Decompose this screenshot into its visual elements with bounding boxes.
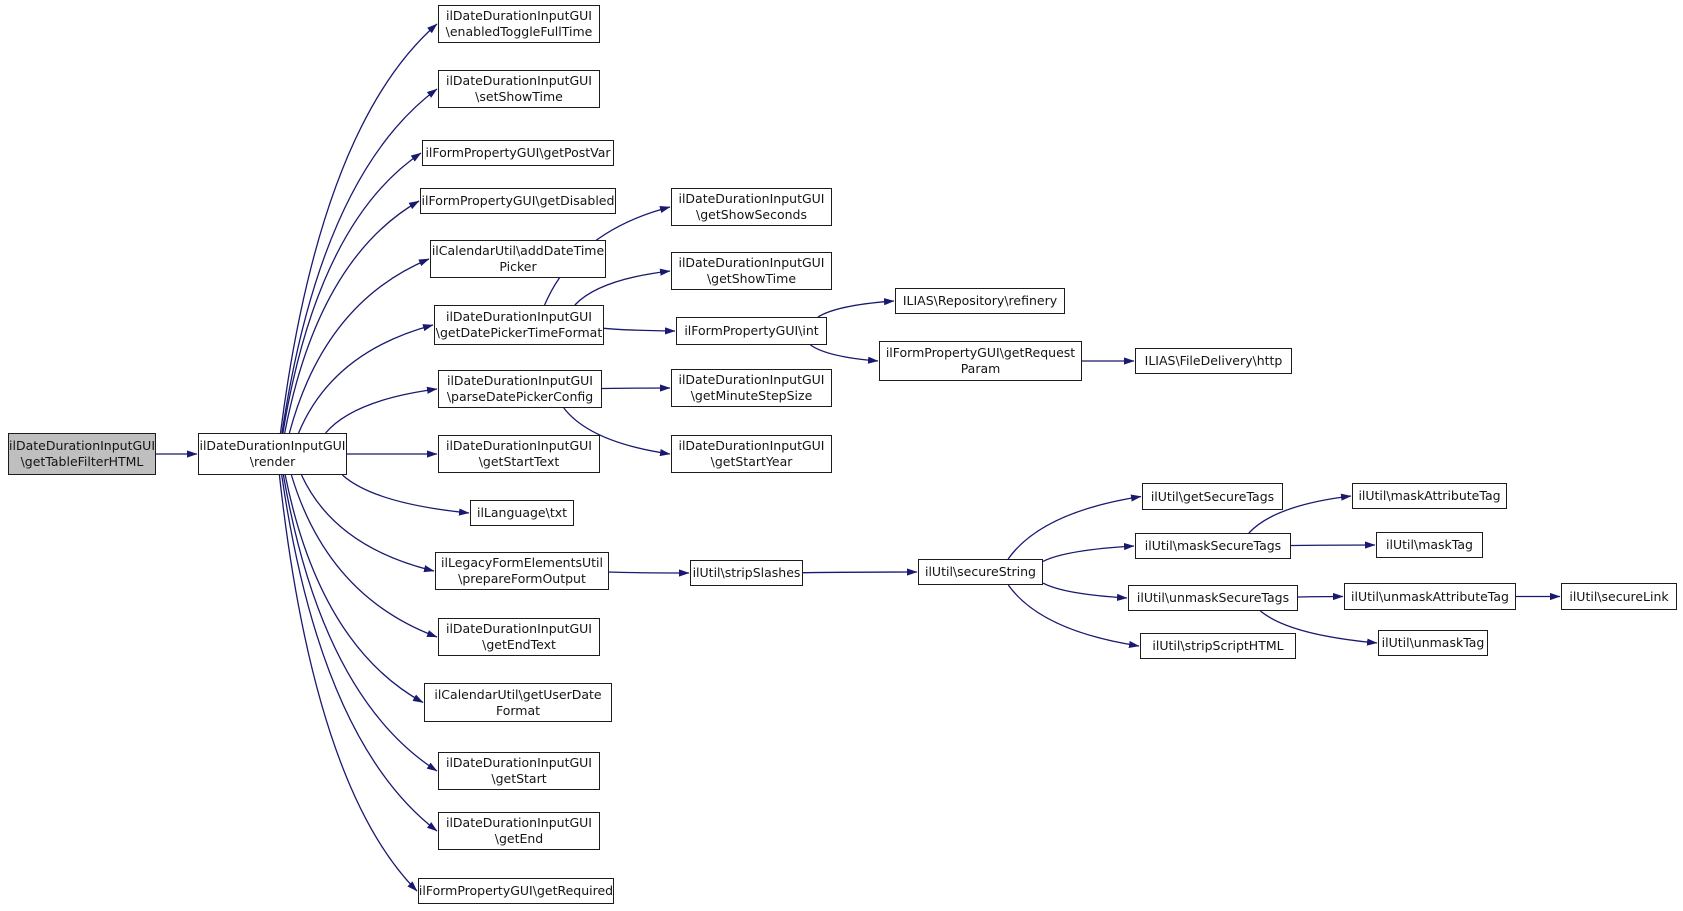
graph-node-stripScriptHTML[interactable] xyxy=(1140,633,1296,659)
graph-node-secureLink[interactable] xyxy=(1561,583,1677,610)
node-label-line: ilDateDurationInputGUI xyxy=(445,8,592,23)
graph-node-setShowTime[interactable] xyxy=(438,70,600,108)
node-label-line: \setShowTime xyxy=(475,89,563,104)
node-label-line: \getShowSeconds xyxy=(696,207,807,222)
graph-node-getStartText[interactable] xyxy=(438,435,600,473)
node-label-line: ilUtil\unmaskTag xyxy=(1381,635,1485,650)
node-label-line: ilDateDurationInputGUI xyxy=(445,73,592,88)
graph-node-unmaskTag[interactable] xyxy=(1378,630,1488,656)
graph-node-maskAttributeTag[interactable] xyxy=(1352,483,1507,509)
edge-render-to-txt xyxy=(342,475,469,513)
node-label-line: ilCalendarUtil\addDateTime xyxy=(431,243,605,258)
graph-node-getRequired[interactable] xyxy=(418,878,614,904)
node-label-line: ilDateDurationInputGUI xyxy=(9,438,156,453)
node-label-line: ilUtil\stripSlashes xyxy=(692,565,801,580)
node-label-line: ilFormPropertyGUI\getRequired xyxy=(418,883,614,898)
edge-secureString-to-maskSecureTags xyxy=(1043,546,1134,561)
edge-render-to-getEnd xyxy=(282,475,437,831)
node-label-line: \getEnd xyxy=(494,831,544,846)
node-label-line: ilDateDurationInputGUI xyxy=(199,438,346,453)
graph-node-getMinuteStepSize[interactable] xyxy=(671,369,832,407)
node-label-line: ilDateDurationInputGUI xyxy=(678,191,825,206)
node-label-line: \enabledToggleFullTime xyxy=(445,24,593,39)
node-label-line: \getStart xyxy=(491,771,547,786)
edge-render-to-getPostVar xyxy=(283,153,421,433)
node-label-line: \getStartText xyxy=(478,454,560,469)
edge-render-to-prepareFormOutput xyxy=(302,475,435,571)
graph-node-secureString[interactable] xyxy=(918,559,1043,585)
edge-render-to-getEndText xyxy=(291,475,437,637)
edge-secureString-to-unmaskSecureTags xyxy=(1043,583,1127,598)
node-label-line: ilFormPropertyGUI\getRequest xyxy=(885,345,1076,360)
graph-node-getEnd[interactable] xyxy=(438,812,600,850)
node-label-line: ILIAS\FileDelivery\http xyxy=(1144,353,1283,368)
node-label-line: ilLegacyFormElementsUtil xyxy=(441,555,603,570)
edge-int-to-refinery xyxy=(818,301,894,317)
node-label-line: ilDateDurationInputGUI xyxy=(678,438,825,453)
edge-render-to-getRequired xyxy=(279,475,417,891)
node-label-line: \parseDatePickerConfig xyxy=(446,389,594,404)
node-label-line: Picker xyxy=(499,259,537,274)
edge-secureString-to-stripScriptHTML xyxy=(1008,585,1139,646)
graph-node-getDatePickerTimeFormat[interactable] xyxy=(434,305,604,345)
node-label-line: Format xyxy=(495,702,541,718)
node-label-line: \render xyxy=(249,454,296,469)
graph-node-http[interactable] xyxy=(1135,348,1292,374)
graph-node-refinery[interactable] xyxy=(895,288,1065,314)
graph-node-getShowSeconds[interactable] xyxy=(671,188,832,226)
graph-node-stripSlashes[interactable] xyxy=(690,560,803,586)
edge-render-to-getUserDateFormat xyxy=(285,475,423,703)
node-label-line: ilUtil\maskSecureTags xyxy=(1144,538,1282,553)
node-label-line: ilUtil\secureString xyxy=(924,564,1036,579)
node-label-line: \getStartYear xyxy=(710,454,793,469)
node-label-line: Param xyxy=(960,361,1001,376)
node-label-line: \getDatePickerTimeFormat xyxy=(435,325,603,340)
node-label-line: ilDateDurationInputGUI xyxy=(445,755,592,770)
node-label-line: ilUtil\unmaskAttributeTag xyxy=(1351,588,1509,604)
graph-node-getSecureTags[interactable] xyxy=(1142,483,1283,510)
edge-prepareFormOutput-to-stripSlashes xyxy=(609,572,689,573)
graph-node-getStart[interactable] xyxy=(438,752,600,790)
edge-render-to-parseDatePickerConfig xyxy=(326,389,437,433)
edge-render-to-getStart xyxy=(283,475,437,771)
node-label-line: ilDateDurationInputGUI xyxy=(678,372,825,387)
node-label-line: ilFormPropertyGUI\int xyxy=(684,323,819,338)
graph-node-enabledToggleFullTime[interactable] xyxy=(438,5,600,43)
graph-node-parseDatePickerConfig[interactable] xyxy=(438,370,602,408)
node-label-line: ilUtil\maskAttributeTag xyxy=(1358,488,1501,503)
graph-node-int[interactable] xyxy=(676,317,827,345)
graph-node-getPostVar[interactable] xyxy=(422,140,614,166)
graph-node-maskTag[interactable] xyxy=(1376,532,1483,558)
node-label-line: ilFormPropertyGUI\getPostVar xyxy=(425,145,611,160)
edge-stripSlashes-to-secureString xyxy=(803,572,917,573)
node-label-line: \getTableFilterHTML xyxy=(20,454,144,469)
node-label-line: ilDateDurationInputGUI xyxy=(446,373,593,388)
edge-render-to-setShowTime xyxy=(282,89,437,433)
edge-render-to-enabledToggleFullTime xyxy=(281,24,438,433)
node-label-line: ilDateDurationInputGUI xyxy=(445,309,592,324)
node-label-line: ilDateDurationInputGUI xyxy=(445,815,592,830)
edge-render-to-addDateTimePicker xyxy=(289,259,429,433)
edge-parseDatePickerConfig-to-getMinuteStepSize xyxy=(602,388,670,389)
node-label-line: ilUtil\secureLink xyxy=(1569,588,1669,604)
node-label-line: ilUtil\stripScriptHTML xyxy=(1152,638,1284,653)
edge-unmaskSecureTags-to-unmaskAttributeTag xyxy=(1298,597,1343,598)
graph-node-getShowTime[interactable] xyxy=(671,252,832,290)
graph-node-render[interactable] xyxy=(198,433,347,475)
graph-node-maskSecureTags[interactable] xyxy=(1135,533,1291,559)
edge-maskSecureTags-to-maskTag xyxy=(1291,545,1375,546)
node-label-line: ilDateDurationInputGUI xyxy=(445,621,592,636)
graph-node-getTableFilterHTML[interactable] xyxy=(8,433,156,475)
node-label-line: ilDateDurationInputGUI xyxy=(678,255,825,270)
edge-render-to-getDisabled xyxy=(285,201,419,433)
node-label-line: ilLanguage\txt xyxy=(476,505,568,520)
graph-node-getStartYear[interactable] xyxy=(671,435,832,473)
graph-node-prepareFormOutput[interactable] xyxy=(435,552,609,590)
graph-node-getEndText[interactable] xyxy=(438,618,600,656)
graph-node-unmaskSecureTags[interactable] xyxy=(1128,585,1298,611)
edge-secureString-to-getSecureTags xyxy=(1008,497,1141,560)
node-label-line: ilDateDurationInputGUI xyxy=(445,438,592,453)
graph-node-unmaskAttributeTag[interactable] xyxy=(1344,583,1516,610)
edge-render-to-getDatePickerTimeFormat xyxy=(299,325,433,433)
graph-node-getUserDateFormat[interactable] xyxy=(424,683,612,722)
node-label-line: ilFormPropertyGUI\getDisabled xyxy=(421,193,615,208)
node-label-line: ilUtil\unmaskSecureTags xyxy=(1136,590,1290,605)
node-label-line: ilUtil\getSecureTags xyxy=(1150,488,1275,504)
edge-int-to-getRequestParam xyxy=(811,345,879,361)
node-label-line: ilUtil\maskTag xyxy=(1386,537,1473,552)
node-label-line: \getEndText xyxy=(482,637,556,652)
node-label-line: \getShowTime xyxy=(706,271,797,286)
graph-node-txt[interactable] xyxy=(470,500,574,526)
node-label-line: ILIAS\Repository\refinery xyxy=(902,293,1058,308)
graph-node-getRequestParam[interactable] xyxy=(879,341,1082,381)
graph-node-getDisabled[interactable] xyxy=(420,188,616,214)
node-label-line: \prepareFormOutput xyxy=(458,571,586,586)
node-label-line: \getMinuteStepSize xyxy=(690,388,813,403)
node-label-line: ilCalendarUtil\getUserDate xyxy=(434,686,602,702)
edge-getDatePickerTimeFormat-to-int xyxy=(604,328,675,331)
graph-node-addDateTimePicker[interactable] xyxy=(430,240,606,278)
